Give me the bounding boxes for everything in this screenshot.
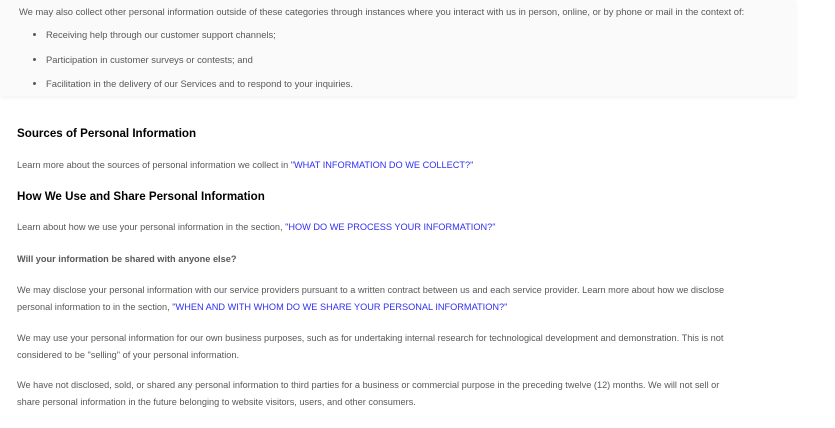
use-share-text: Learn about how we use your personal information in the section, (17, 222, 286, 232)
share-information-link[interactable]: "WHEN AND WITH WHOM DO WE SHARE YOUR PERSONAL INFORMATION?" (172, 301, 508, 312)
what-information-link[interactable]: "WHAT INFORMATION DO WE COLLECT?" (290, 160, 474, 170)
list-item-text: Receiving help through our customer support channels; (46, 29, 276, 40)
use-share-heading: How We Use and Share Personal Information (17, 190, 265, 203)
use-share-paragraph (17, 219, 777, 236)
bullet-icon (33, 82, 36, 85)
not-sold-line-1: We have not disclosed, sold, or shared any personal information to third parties for a business or commercial purpose in the preceding twelve (12) months. We will not sell or (17, 380, 720, 390)
disclose-paragraph (17, 282, 777, 315)
sources-paragraph (17, 157, 777, 174)
bullet-icon (33, 33, 36, 36)
not-sold-line-2: share personal information in the future belonging to website visitors, users, and other consumers. (17, 396, 416, 407)
business-purpose-paragraph (17, 330, 777, 363)
disclose-line-1: We may disclose your personal information with our service providers pursuant to a written contract between us and each service provider. Learn more about how we disclose (17, 285, 725, 295)
list-item (31, 78, 353, 103)
sources-heading: Sources of Personal Information (17, 127, 197, 140)
business-line-1: We may use your personal information for our own business purposes, such as for undertaking internal research for technological development and demonstration. This is not (17, 333, 724, 343)
shared-question: Will your information be shared with anyone else? (17, 254, 237, 264)
list-item (31, 54, 353, 79)
disclose-line-2 (17, 299, 777, 316)
list-item-text: Participation in customer surveys or contests; and (46, 53, 253, 65)
not-sold-paragraph (17, 377, 777, 410)
collection-context-intro: We may also collect other personal information outside of these categories through instances where you interact with us in person, online, or by phone or mail in the context of: (19, 6, 745, 17)
list-item-text: Facilitation in the delivery of our Services and to respond to your inquiries. (46, 78, 353, 89)
collection-context-list (31, 29, 353, 103)
business-line-2: considered to be "selling" of your personal information. (17, 349, 240, 360)
collection-context-panel (0, 0, 796, 96)
sources-text: Learn more about the sources of personal information we collect in (17, 160, 291, 170)
process-information-link[interactable]: "HOW DO WE PROCESS YOUR INFORMATION?" (285, 222, 496, 232)
disclose-line-2-text: personal information to in the section, (17, 301, 173, 312)
bullet-icon (33, 58, 36, 61)
list-item (31, 29, 353, 54)
